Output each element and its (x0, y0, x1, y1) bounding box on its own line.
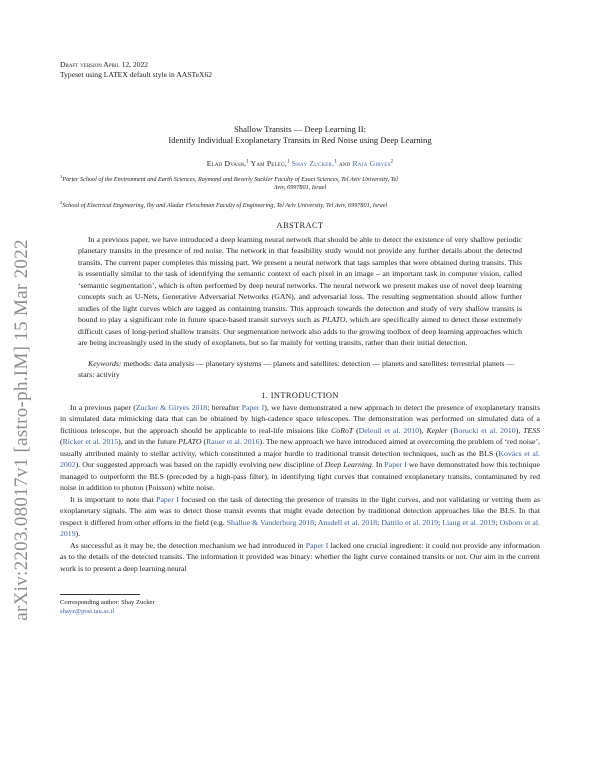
abstract-text-2: , which are specifically aimed to detect those extremely difficult cases of long-period shallow transits. Our segmentation network also adds to the growing toolbox of deep learning approaches which are being increasingly used in the study of exoplanets, but so far mainly for vetting transits, rather than their initial detection. (78, 315, 522, 348)
author-and: and (339, 158, 351, 168)
text-run: ). (75, 529, 81, 539)
text-run: It is important to note that (70, 494, 157, 504)
text-run: lacked one crucial ingredient: it could not provide any information as to the details of the detected transits. The information it provided was binary: whether the light curve contained transits or not. Our aim in the current work is to present a deep learning neural (60, 540, 540, 573)
text-run: ; (314, 517, 318, 527)
mission-name: CoRoT (331, 425, 354, 435)
paper-page (60, 60, 540, 616)
mission-name: Kepler (426, 425, 448, 435)
citation-link[interactable]: Rauer et al. 2016 (206, 437, 260, 447)
citation-link[interactable]: Dattilo et al. 2019 (381, 517, 439, 527)
section-heading-introduction: 1. INTRODUCTION (261, 390, 339, 400)
text-run: ( (447, 425, 454, 435)
citation-link[interactable]: Deleuil et al. 2010 (358, 425, 420, 435)
author-zucker-affil: 1 (334, 159, 337, 165)
arxiv-identifier: arXiv:2203.08017v1 [astro-ph.IM] 15 Mar 2022 (11, 239, 32, 621)
citation-link[interactable]: Zucker & Giryes 2018 (135, 402, 208, 412)
draft-version: Draft version April 12, 2022 (60, 60, 149, 69)
text-run: ), (419, 425, 427, 435)
text-run: ; (377, 517, 382, 527)
affiliation-1-mark: 1 (60, 173, 63, 179)
author-list (60, 159, 540, 168)
text-run: ), we have demonstrated a new approach to detect the presence of exoplanetary transits in simulated data mimicking data that can be obtained by high-cadence space telescopes. The demonstration was performed on simulated data of a fictitious telescope, but the approach should be applicable to real-life missions like (60, 402, 540, 435)
text-run: ( (201, 437, 207, 447)
corresponding-author: Corresponding author: Shay Zucker (60, 599, 155, 607)
abstract-heading: ABSTRACT (276, 220, 324, 230)
author-peleg: Yam Peleg, (250, 158, 287, 168)
title-line-1: Shallow Transits — Deep Learning II: (234, 124, 366, 134)
text-run: . In (371, 460, 385, 470)
keywords-text: methods: data analysis — planetary systems — planets and satellites: detection — planets and satellites: terrestrial planets — stars: activity (78, 358, 515, 380)
affiliation-2 (60, 199, 540, 211)
citation-link[interactable]: Paper I (156, 494, 179, 504)
intro-paragraph-1 (60, 402, 540, 494)
paper-title (60, 124, 540, 147)
mission-name: PLATO (178, 437, 202, 447)
text-run: ( (60, 437, 63, 447)
abstract-plato: PLATO (322, 315, 346, 325)
text-run: ). The new approach we have introduced aimed at overcoming the problem of ‘red noise’, usually attributed mainly to stellar activity, which constituted a major hurdle to traditional transit detection techniques, such as the BLS ( (60, 437, 541, 458)
mission-name: TESS (523, 425, 541, 435)
text-run: ), (515, 425, 524, 435)
author-giryes-affil: 2 (390, 159, 394, 165)
text-run: ; (495, 517, 500, 527)
keywords (78, 358, 522, 381)
citation-link[interactable]: Ansdell et al. 2018 (317, 517, 378, 527)
affiliation-2-mark: 2 (60, 200, 63, 206)
typeset-note: Typeset using LATEX default style in AASTeX62 (60, 70, 213, 79)
citation-link[interactable]: Borucki et al. 2010 (453, 425, 516, 435)
citation-link[interactable]: Ricker et al. 2015 (62, 437, 119, 447)
text-run: ; hereafter (207, 402, 242, 412)
citation-link[interactable]: Osborn et al. 2019 (60, 517, 540, 539)
citation-link[interactable]: Paper I (241, 402, 265, 412)
affiliation-1 (60, 173, 540, 193)
keywords-label: Keywords: (88, 358, 122, 368)
abstract-body (78, 234, 522, 349)
text-run: focused on the task of detecting the presence of transits in the light curves, and not validating or vetting them as exoplanetary signals. The aim was to detect those transit events that might evade detection by traditional detection approaches like the BLS. In that respect it differed from other efforts in the field (e.g. (60, 494, 540, 527)
citation-link[interactable]: Liang et al. 2019 (442, 517, 496, 527)
citation-link[interactable]: Kovács et al. 2002 (60, 448, 540, 470)
author-email-link[interactable]: shayz@post.tau.ac.il (60, 608, 115, 616)
title-line-2: Identify Individual Exoplanetary Transits in Red Noise using Deep Learning (168, 135, 432, 146)
affiliation-1-text: Porter School of the Environment and Earth Sciences, Raymond and Beverly Sackler Faculty of Exact Sciences, Tel Aviv University, Tel (62, 175, 398, 183)
citation-link[interactable]: Shallue & Vanderburg 2018 (226, 517, 315, 527)
corresponding-author-note (60, 598, 540, 616)
text-run: ; (438, 517, 443, 527)
author-zucker-link[interactable]: Shay Zucker, (291, 158, 335, 168)
author-dvash-affil: 1 (246, 159, 249, 165)
text-run: In a previous paper ( (70, 402, 136, 412)
footnote-divider (60, 594, 140, 595)
text-run: ( (353, 425, 359, 435)
citation-link[interactable]: Paper I (305, 540, 329, 550)
text-run: As successful as it may be, the detection mechanism we had introduced in (70, 540, 306, 550)
text-run: ). Our suggested approach was based on the rapidly evolving new discipline of (75, 460, 325, 470)
affiliation-1-text-cont: Aviv, 6997801, Israel (273, 184, 327, 192)
intro-paragraph-2 (60, 494, 540, 540)
author-giryes-link[interactable]: Raja Giryes (352, 158, 391, 168)
author-peleg-affil: 1 (286, 159, 290, 165)
text-run: ), and in the future (118, 437, 179, 447)
abstract-text-1: In a previous paper, we have introduced a deep learning neural network that should be able to detect the existence of very shallow periodic planetary transits in the presence of red noise. The network in that feasibility study would not provide any further details about the detected transits. The current paper completes this missing part. We present a neural network that tags samples that were obtained during transits. This is essentially similar to the task of identifying the semantic context of each pixel in an image – an important task in computer vision, called ‘semantic segmentation’, which is often performed by deep neural networks. The neural network we present makes use of novel deep learning concepts such as U-Nets, Generative Adversarial Networks (GAN), and adversarial loss. The resulting segmentation should allow further studies of the light curves which are tagged as containing transits. This approach towards the detection and study of very shallow transits is bound to play a significant role in future space-based transit surveys such as (78, 234, 522, 325)
affiliation-2-text: School of Electrical Engineering, Iby and Aladar Fleischman Faculty of Engineering, Tel Aviv University, Tel Aviv, 6997801, Israel (62, 202, 388, 210)
emphasis: Deep Learning (324, 460, 372, 470)
intro-paragraph-3 (60, 540, 540, 575)
author-dvash: Elad Dvash, (206, 158, 247, 168)
citation-link[interactable]: Paper I (384, 460, 407, 470)
text-run: we have demonstrated how this technique managed to outperform the BLS (preceded by a high-pass filter), in identifying light curves that contained exoplanetary transits, contaminated by red noise in addition to photon (Poisson) white noise. (60, 460, 540, 493)
arxiv-identifier-strip (0, 180, 44, 680)
